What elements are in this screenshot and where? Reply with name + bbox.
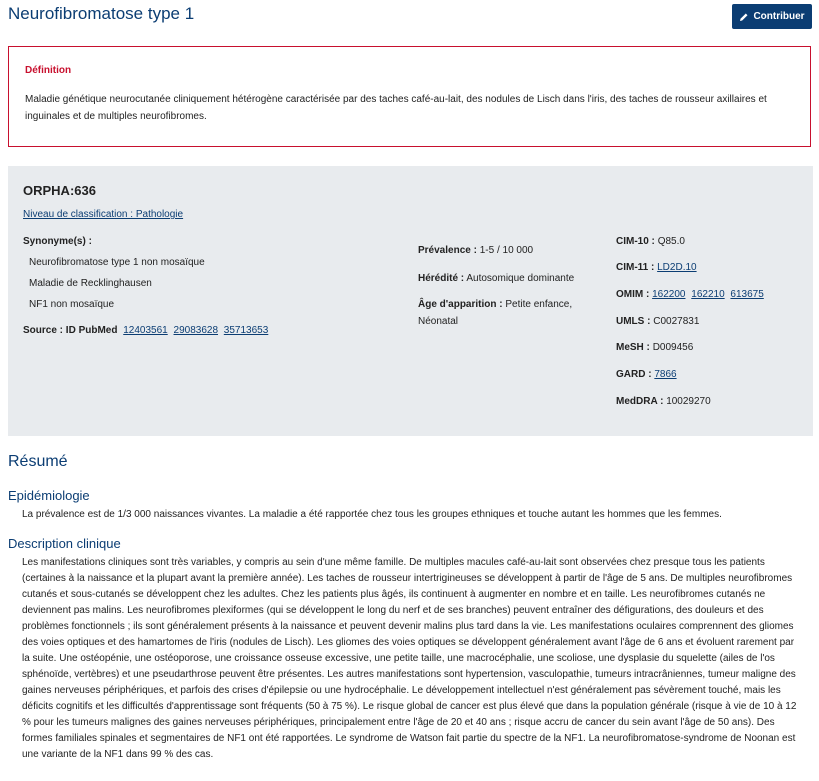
umls-row bbox=[616, 316, 699, 327]
summary-heading: Résumé bbox=[8, 453, 68, 470]
disease-info-panel bbox=[8, 166, 813, 436]
heredity-label: Hérédité : bbox=[418, 273, 465, 284]
cim10-row bbox=[616, 236, 685, 247]
source-label: Source : ID PubMed bbox=[23, 325, 118, 336]
orpha-code: ORPHA:636 bbox=[23, 183, 96, 198]
omim-link[interactable]: 162210 bbox=[691, 289, 725, 300]
omim-label: OMIM : bbox=[616, 289, 650, 300]
mesh-value: D009456 bbox=[652, 342, 694, 353]
synonym-item: NF1 non mosaïque bbox=[29, 299, 115, 310]
gard-label: GARD : bbox=[616, 369, 652, 380]
cim11-link[interactable]: LD2D.10 bbox=[657, 262, 697, 273]
contribute-label: Contribuer bbox=[753, 11, 805, 22]
onset-row bbox=[418, 296, 598, 330]
mesh-label: MeSH : bbox=[616, 342, 650, 353]
prevalence-row bbox=[418, 242, 533, 259]
pencil-icon bbox=[739, 12, 749, 22]
cim10-value: Q85.0 bbox=[657, 236, 685, 247]
contribute-button[interactable] bbox=[732, 4, 812, 29]
cim10-label: CIM-10 : bbox=[616, 236, 655, 247]
heredity-value: Autosomique dominante bbox=[466, 273, 575, 284]
cim11-row bbox=[616, 262, 700, 273]
onset-label: Âge d'apparition : bbox=[418, 299, 503, 310]
umls-value: C0027831 bbox=[653, 316, 700, 327]
epidemiology-heading: Epidémiologie bbox=[8, 488, 90, 503]
definition-box bbox=[8, 46, 811, 147]
omim-link[interactable]: 613675 bbox=[730, 289, 764, 300]
heredity-row bbox=[418, 270, 574, 287]
page-title: Neurofibromatose type 1 bbox=[8, 4, 195, 23]
definition-text: Maladie génétique neurocutanée cliniquement hétérogène caractérisée par des taches café-au-lait, des nodules de Lisch dans l'iris, des taches de rousseur axillaires et inguinales et de multiples neurofibromes. bbox=[25, 94, 767, 122]
meddra-value: 10029270 bbox=[666, 396, 711, 407]
synonym-item: Neurofibromatose type 1 non mosaïque bbox=[29, 257, 205, 268]
pubmed-link[interactable]: 35713653 bbox=[223, 325, 269, 336]
clinical-description-text: Les manifestations cliniques sont très variables, y compris au sein d'une même famille. De multiples macules café-au-lait sont observées chez presque tous les patients (certaines à la naissance et la plupart avant la première année). Les taches de rousseur intertrigineuses se développent à partir de l'âge de 5 ans. De multiples neurofibromes cutanés et sous-cutanés se développent chez les adultes. Chez les patients plus âgés, ils continuent à augmenter en nombre et en taille. Les neurofibromes cutanés ne deviennent pas malins. Les neurofibromes plexiformes (qui se développent le long du nerf et de ses branches) peuvent entraîner des défigurations, des douleurs et des problèmes fonctionnels ; ils sont généralement présents à la naissance et peuvent devenir malins plus tard dans la vie. Les manifestations oculaires comprennent des gliomes des voies optiques et des hamartomes de l'iris (nodules de Lisch). Les gliomes des voies optiques se développent généralement avant l'âge de 6 ans et évoluent rarement par la suite. Une ostéopénie, une ostéoporose, une croissance osseuse excessive, une petite taille, une macrocéphalie, une scoliose, une dysplasie du squelette (ailes de l'os sphénoïde, vertèbres) et une pseudarthrose peuvent être présentes. Les autres manifestations sont hypertension, vasculopathie, tumeurs intracrâniennes, tumeur maligne des gaines nerveuses périphériques, et parfois des crises d'épilepsie ou une hydrocéphalie. Le développement intellectuel n'est généralement pas sévèrement touché, mais les déficits cognitifs et les difficultés d'apprentissage sont fréquents (50 à 75 %). Le risque global de cancer est plus élevé que dans la population générale (risque à vie de 10 à 12 % pour les tumeurs malignes des gaines nerveuses périphériques, principalement entre l'âge de 20 et 40 ans ; risque accru de cancer du sein avant l'âge de 50 ans). Des formes familiales spinales et segmentaires de NF1 ont été rapportées. Le syndrome de Watson fait partie du spectre de la NF1. La neurofibromatose-syndrome de Noonan est une variante de la NF1 dans 99 % des cas. bbox=[22, 557, 797, 760]
cim11-label: CIM-11 : bbox=[616, 262, 655, 273]
meddra-row bbox=[616, 396, 711, 407]
synonym-item: Maladie de Recklinghausen bbox=[29, 278, 152, 289]
umls-label: UMLS : bbox=[616, 316, 651, 327]
prevalence-value: 1-5 / 10 000 bbox=[479, 245, 534, 256]
epidemiology-text: La prévalence est de 1/3 000 naissances vivantes. La maladie a été rapportée chez tous les groupes ethniques et touche autant les hommes que les femmes. bbox=[22, 509, 722, 520]
source-row bbox=[23, 325, 268, 336]
synonyms-label: Synonyme(s) : bbox=[23, 236, 92, 247]
pubmed-link[interactable]: 12403561 bbox=[123, 325, 168, 336]
definition-title: Définition bbox=[25, 65, 72, 76]
prevalence-label: Prévalence : bbox=[418, 245, 477, 256]
onset-value: Petite enfance, Néonatal bbox=[418, 299, 573, 327]
meddra-label: MedDRA : bbox=[616, 396, 664, 407]
classification-link[interactable]: Niveau de classification : Pathologie bbox=[23, 209, 184, 220]
gard-link[interactable]: 7866 bbox=[654, 369, 677, 380]
pubmed-link[interactable]: 29083628 bbox=[173, 325, 219, 336]
omim-row bbox=[616, 289, 767, 300]
mesh-row bbox=[616, 342, 693, 353]
clinical-description-heading: Description clinique bbox=[8, 536, 121, 551]
gard-row bbox=[616, 369, 680, 380]
omim-link[interactable]: 162200 bbox=[652, 289, 686, 300]
